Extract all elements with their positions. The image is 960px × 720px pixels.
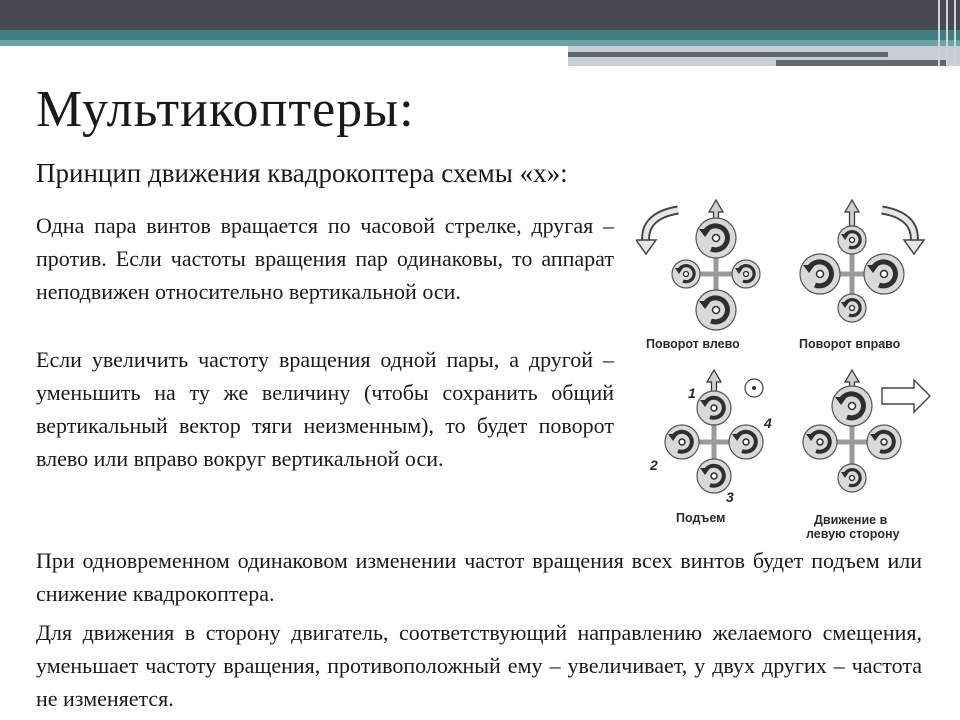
paragraph-turn: Если увеличить частоту вращения одной пары, а другой – уменьшить на ту же величину (чтобы сохранить общий вертикальный вектор тяги неизменным), то будет поворот влево или вправо вокруг вертикальной оси. (36, 347, 614, 471)
caption-lift: Подъем (676, 511, 726, 525)
quadcopter-diagram-svg (636, 192, 940, 542)
side-arrow-icon (882, 380, 930, 412)
panel-turn-left (636, 200, 760, 351)
panel-turn-right (799, 200, 924, 351)
rotate-left-arrow-icon (636, 240, 656, 254)
panel-lift (649, 370, 772, 525)
slide-title: Мультикоптеры: (36, 81, 415, 138)
paragraph-pairs: Одна пара винтов вращается по часовой стрелке, другая – против. Если частоты вращения пар одинаковы, то аппарат неподвижен относительно вертикальной оси. (36, 213, 614, 304)
decor-line (568, 52, 888, 57)
decor-line-short (776, 60, 946, 66)
caption-side-line1: Движение в (814, 513, 888, 527)
rotate-right-arrow-icon (904, 240, 924, 254)
quadcopter-diagram (636, 192, 940, 542)
motor-number-3: 3 (726, 489, 734, 505)
caption-turn-left: Поворот влево (646, 337, 740, 351)
corner-decor (934, 0, 960, 66)
caption-side-line2: левую сторону (806, 527, 900, 541)
motor-number-4: 4 (764, 415, 772, 431)
slide-subtitle: Принцип движения квадрокоптера схемы «х»: (36, 158, 568, 188)
accent-band (0, 30, 960, 40)
motor-number-1: 1 (688, 385, 696, 401)
paragraph-lift: При одновременном одинаковом изменении частот вращения всех винтов будет подъем или снижение квадрокоптера. (36, 548, 922, 606)
motor-number-2: 2 (650, 457, 658, 473)
top-bar (0, 0, 960, 30)
panel-move-left (803, 370, 930, 541)
caption-turn-right: Поворот вправо (799, 337, 901, 351)
paragraph-side: Для движения в сторону двигатель, соответствующий направлению желаемого смещения, уменьшает частоту вращения, противоположный ему – увеличивает, у двух других – частота не изменяется. (36, 620, 922, 711)
